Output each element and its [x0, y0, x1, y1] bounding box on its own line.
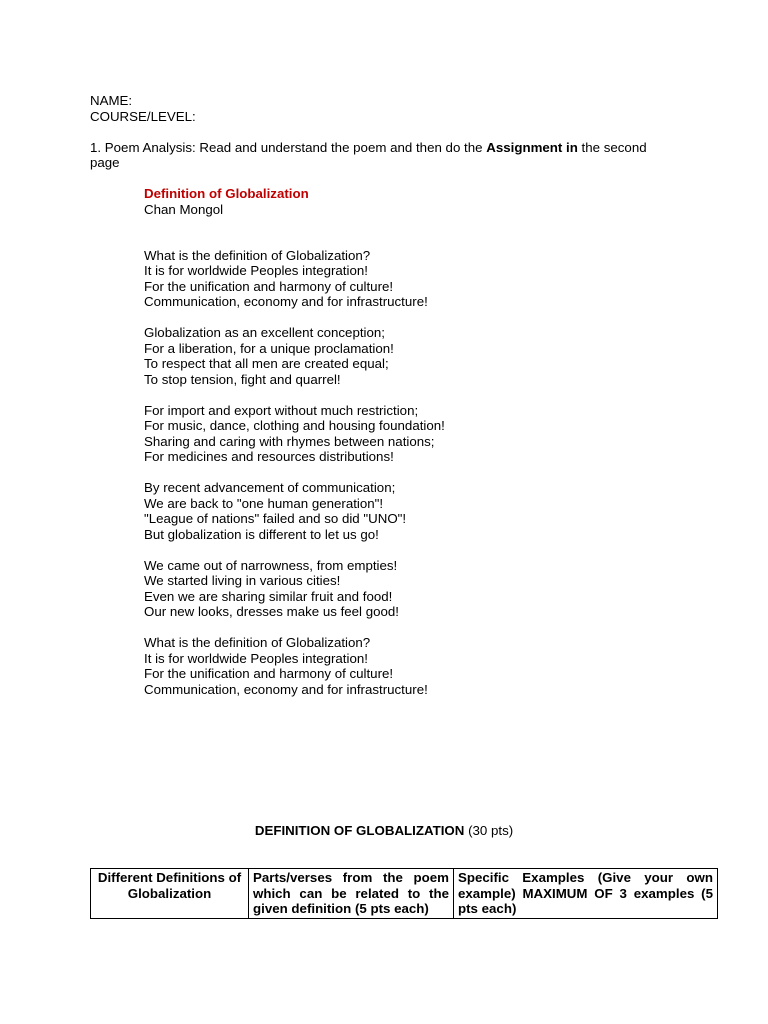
poem-line: For music, dance, clothing and housing foundation! — [144, 418, 445, 433]
poem-line: Sharing and caring with rhymes between nations; — [144, 433, 435, 449]
poem-author: Chan Mongol — [144, 201, 224, 217]
instruction-text — [90, 140, 690, 171]
poem-line: What is the definition of Globalization? — [144, 247, 371, 263]
poem-line: Our new looks, dresses make us feel good! — [144, 604, 399, 619]
table-header-examples: Specific Examples (Give your own example) MAXIMUM OF 3 examples (5 pts each) — [454, 869, 718, 919]
poem-line: It is for worldwide Peoples integration! — [144, 650, 368, 666]
assignment-heading-points: (30 pts) — [464, 822, 514, 838]
stanza-1 — [144, 248, 428, 310]
instruction-bold: Assignment in — [486, 139, 578, 155]
poem-line: But globalization is different to let us go! — [144, 526, 379, 542]
poem-line: To respect that all men are created equal; — [144, 356, 389, 371]
poem-line: Globalization as an excellent conception; — [144, 325, 385, 340]
poem-line: Even we are sharing similar fruit and food! — [144, 588, 393, 604]
table-header-row — [91, 869, 718, 919]
poem-title: Definition of Globalization — [144, 186, 309, 201]
poem-line: To stop tension, fight and quarrel! — [144, 371, 341, 387]
poem-line: By recent advancement of communication; — [144, 480, 396, 495]
poem-line: Communication, economy and for infrastructure! — [144, 294, 428, 309]
poem-line: For the unification and harmony of culture! — [144, 666, 394, 681]
poem-line: For import and export without much restriction; — [144, 402, 419, 418]
poem-line: For a liberation, for a unique proclamation! — [144, 340, 394, 356]
table-header-definitions: Different Definitions of Globalization — [91, 869, 249, 919]
instruction-line2: page — [90, 155, 120, 170]
poem-line: For the unification and harmony of culture! — [144, 278, 394, 294]
instruction-suffix: the second — [577, 139, 647, 155]
poem-line: It is for worldwide Peoples integration! — [144, 263, 368, 278]
course-level-label: COURSE/LEVEL: — [90, 108, 196, 124]
stanza-5 — [144, 558, 399, 620]
poem-line: What is the definition of Globalization? — [144, 635, 371, 650]
assignment-table — [90, 868, 718, 919]
poem-line: We came out of narrowness, from empties! — [144, 557, 398, 573]
poem-line: We are back to "one human generation"! — [144, 495, 384, 511]
stanza-3 — [144, 403, 445, 465]
stanza-6 — [144, 635, 428, 697]
assignment-heading-bold: DEFINITION OF GLOBALIZATION — [254, 822, 465, 838]
poem-line: We started living in various cities! — [144, 573, 341, 588]
name-label: NAME: — [90, 93, 133, 108]
poem-line: "League of nations" failed and so did "UNO"! — [144, 511, 407, 526]
poem-line: Communication, economy and for infrastructure! — [144, 681, 428, 697]
table-header-verses: Parts/verses from the poem which can be related to the given definition (5 pts each) — [249, 869, 454, 919]
stanza-4 — [144, 480, 406, 542]
poem-line: For medicines and resources distributions! — [144, 449, 394, 464]
instruction-prefix: 1. Poem Analysis: Read and understand the poem and then do the — [90, 139, 487, 155]
assignment-heading — [0, 823, 768, 839]
stanza-2 — [144, 325, 394, 387]
